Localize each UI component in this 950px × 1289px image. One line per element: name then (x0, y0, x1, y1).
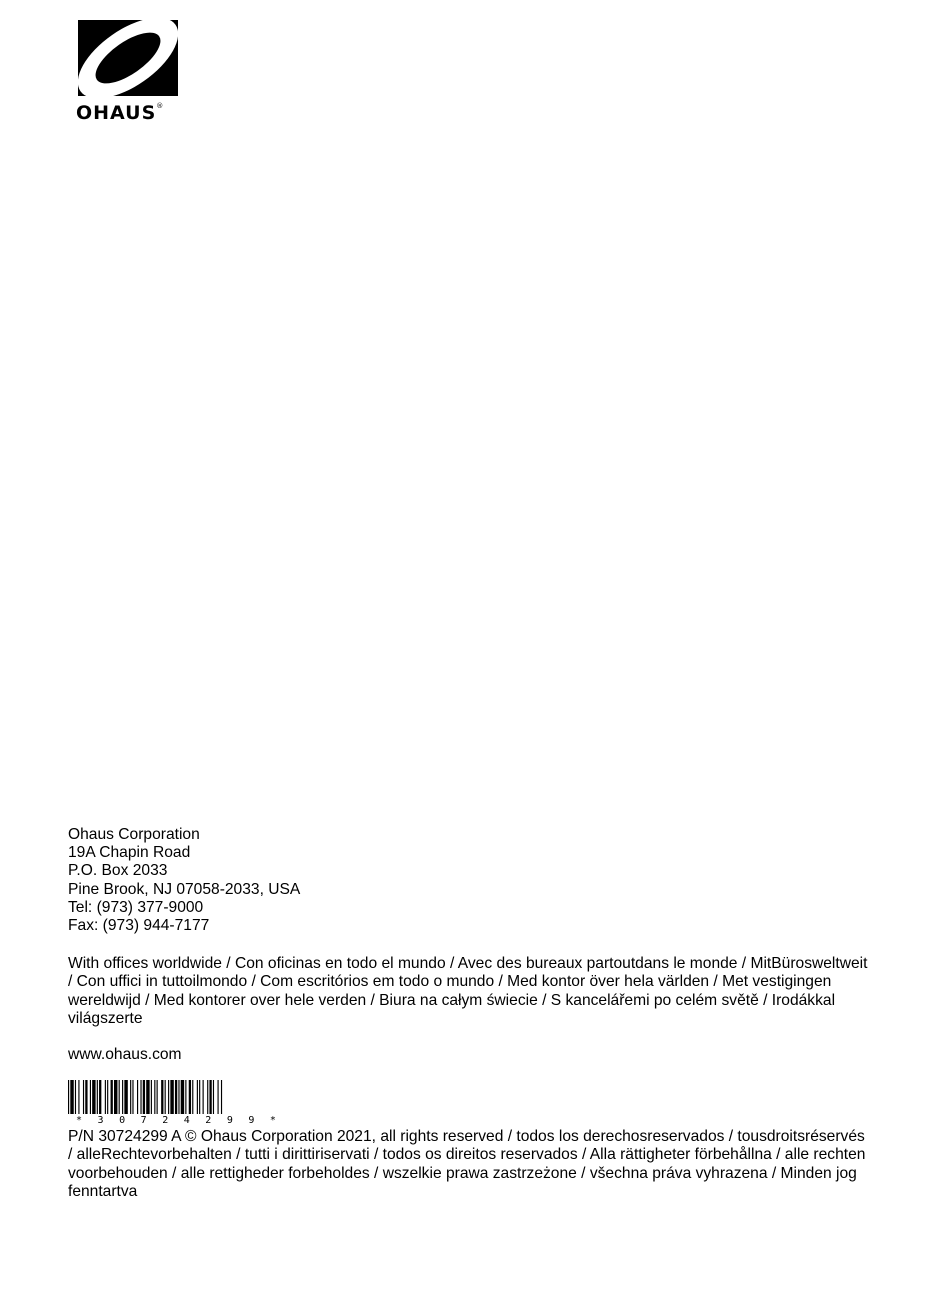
ohaus-logo (68, 12, 188, 124)
barcode-bar (151, 1080, 152, 1114)
barcode-char: 3 (97, 1115, 104, 1126)
barcode-bar (75, 1080, 76, 1114)
barcode-bar (175, 1080, 177, 1114)
barcode-bar (85, 1080, 87, 1114)
barcode-bar (122, 1080, 123, 1114)
barcode-bar (181, 1080, 184, 1114)
barcode-bar (154, 1080, 155, 1114)
barcode-bar (143, 1080, 145, 1114)
company-address (68, 826, 468, 935)
barcode-bar (221, 1080, 222, 1114)
barcode-bar (137, 1080, 138, 1114)
barcode-bar (78, 1080, 79, 1114)
barcode-char: 0 (119, 1115, 126, 1126)
barcode-bar (170, 1080, 173, 1114)
barcode-bar (189, 1080, 191, 1114)
barcode-char: 2 (162, 1115, 169, 1126)
barcode-bar (199, 1080, 200, 1114)
barcode (68, 1080, 284, 1128)
barcode-bar (146, 1080, 149, 1114)
barcode-bar (213, 1080, 214, 1114)
barcode-human-readable (68, 1115, 284, 1128)
offices-worldwide-text: With offices worldwide / Con oficinas en todo el mundo / Avec des bureaux partoutdans le monde / MitBürosweltweit / Con uffici in tuttoilmondo / Com escritórios em todo o mundo / Med kontor över hela världen / Met vestigingen wereldwijd / Med kontorer over hele verden / Biura na całym świecie / S kancelářemi po celém světě / Irodákkal világszerte (68, 955, 868, 1027)
barcode-bar (130, 1080, 131, 1114)
barcode-bar (161, 1080, 163, 1114)
barcode-bars (68, 1080, 284, 1116)
barcode-bar (203, 1080, 204, 1114)
barcode-bar (207, 1080, 208, 1114)
barcode-bar (105, 1080, 106, 1114)
barcode-bar (197, 1080, 198, 1114)
address-line-city: Pine Brook, NJ 07058-2033, USA (68, 880, 301, 898)
copyright-rights-text: P/N 30724299 A © Ohaus Corporation 2021, all rights reserved / todos los derechosreservados / tousdroitsréservés / alleRechtevorbehalten / tutti i dirittiriservati / todos os direitos reservados / Alla rättigheter förbehållna / alle rechten voorbehouden / alle rettigheder forbeholdes / wszelkie prawa zastrzeżone / všechna práva vyhrazena / Minden jog fenntartva (68, 1128, 866, 1200)
address-line-phone: Tel: (973) 377-9000 (68, 898, 204, 916)
barcode-bar (209, 1080, 211, 1114)
barcode-bar (218, 1080, 219, 1114)
barcode-bar (165, 1080, 166, 1114)
barcode-bar (97, 1080, 98, 1114)
ohaus-logo-wordmark: OHAUS® (76, 102, 165, 124)
ohaus-logo-mark (68, 12, 188, 102)
barcode-char: 2 (205, 1115, 212, 1126)
barcode-bar (168, 1080, 169, 1114)
barcode-bar (140, 1080, 141, 1114)
barcode-bar (99, 1080, 101, 1114)
barcode-bar (83, 1080, 84, 1114)
barcode-bar (111, 1080, 113, 1114)
address-line-street: 19A Chapin Road (68, 844, 191, 862)
barcode-char: 9 (248, 1115, 255, 1126)
address-line-company: Ohaus Corporation (68, 826, 200, 843)
address-line-fax: Fax: (973) 944-7177 (68, 917, 210, 935)
barcode-char: * (76, 1115, 83, 1126)
barcode-bar (132, 1080, 133, 1114)
barcode-char: 4 (183, 1115, 190, 1126)
barcode-char: 7 (140, 1115, 147, 1126)
barcode-bar (70, 1080, 73, 1114)
barcode-bar (107, 1080, 108, 1114)
barcode-bar (185, 1080, 186, 1114)
address-line-po-box: P.O. Box 2033 (68, 862, 168, 880)
barcode-bar (192, 1080, 193, 1114)
barcode-bar (124, 1080, 127, 1114)
barcode-bar (119, 1080, 120, 1114)
barcode-char: 9 (226, 1115, 233, 1126)
barcode-bar (178, 1080, 179, 1114)
barcode-bar (90, 1080, 91, 1114)
barcode-bar (68, 1080, 69, 1114)
barcode-bar (157, 1080, 158, 1114)
barcode-bar (92, 1080, 95, 1114)
barcode-char: * (269, 1115, 276, 1126)
website-link[interactable]: www.ohaus.com (68, 1046, 182, 1063)
barcode-bar (114, 1080, 117, 1114)
